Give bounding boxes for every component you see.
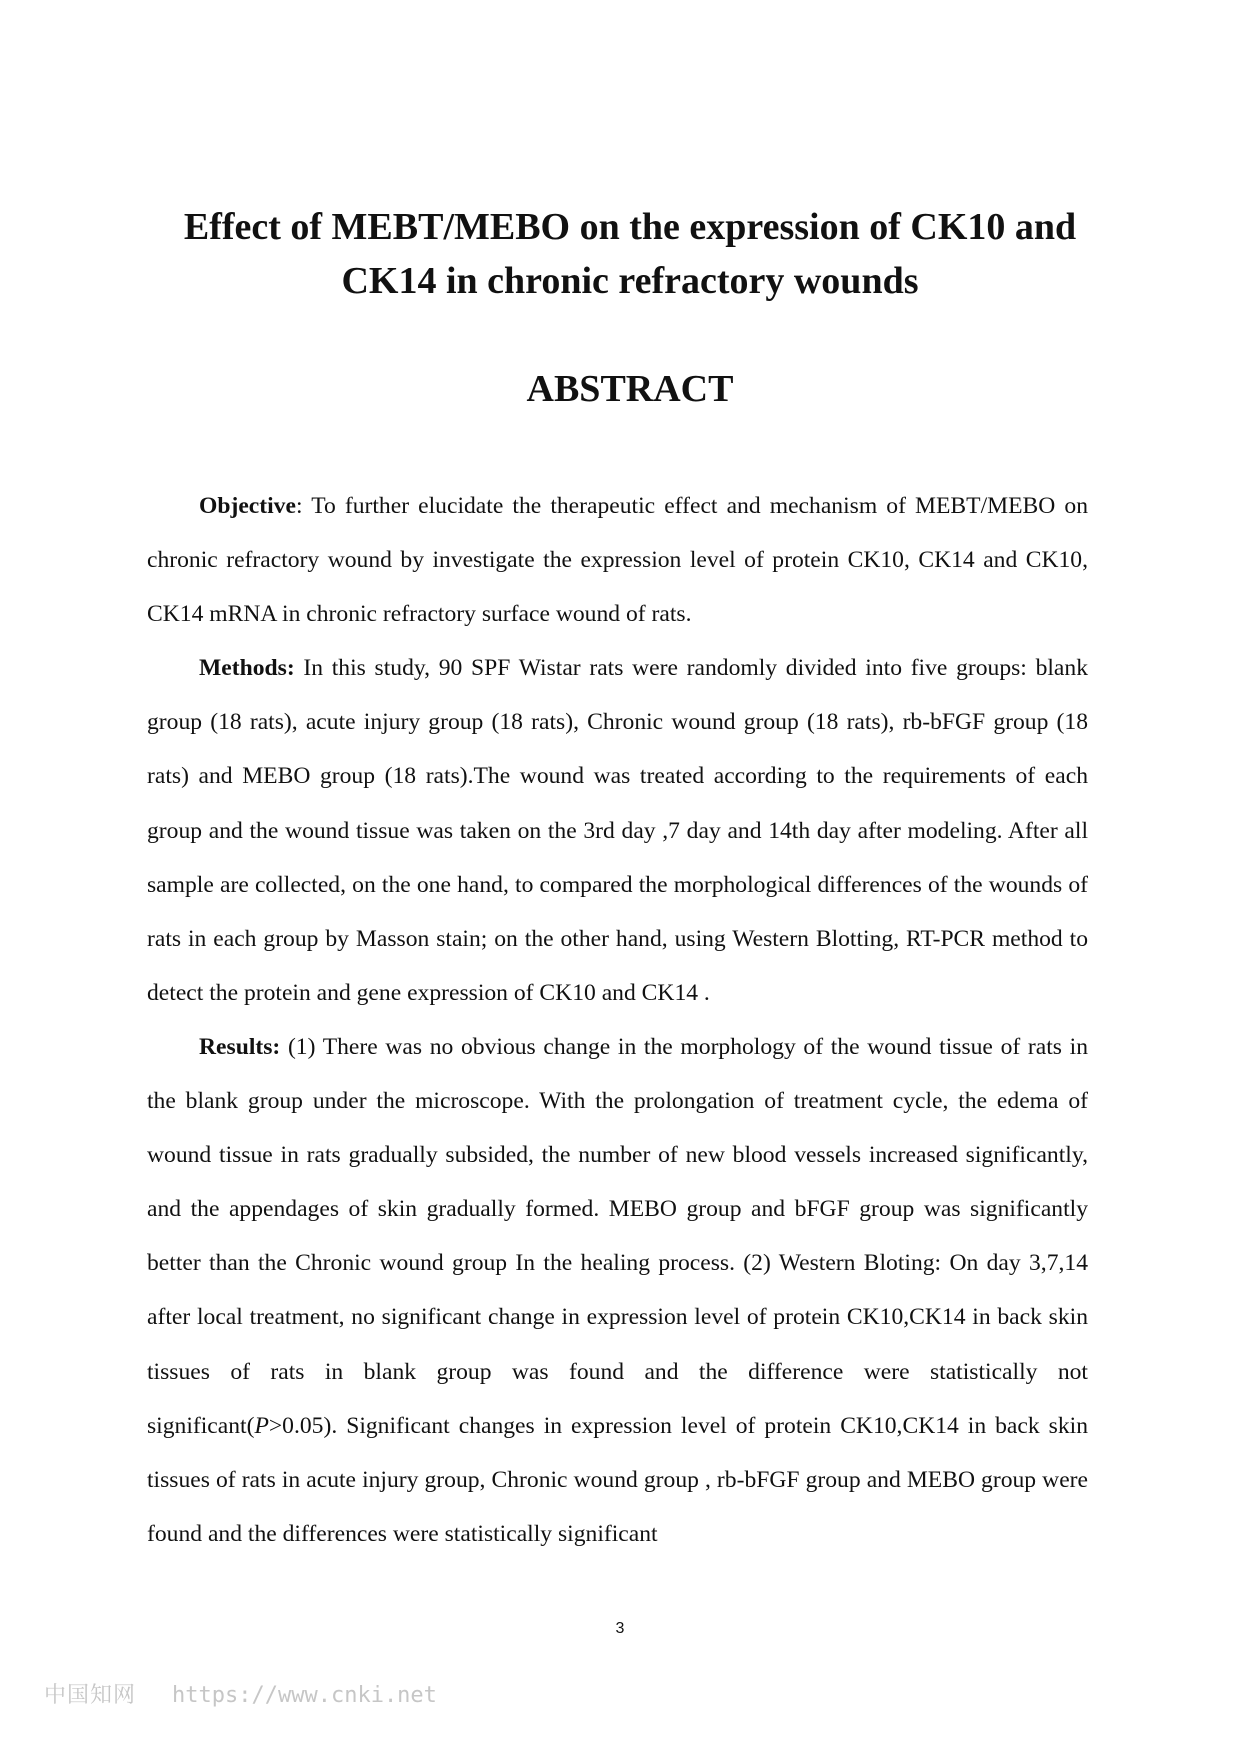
- page-number: 3: [615, 1620, 625, 1637]
- cnki-watermark: [44, 1678, 437, 1709]
- paper-title: [150, 200, 1110, 308]
- p-value-symbol: P: [254, 1412, 269, 1439]
- objective-paragraph: [147, 479, 1088, 641]
- paper-title-line-1: Effect of MEBT/MEBO on the expression of CK10 and: [183, 206, 1077, 248]
- methods-text: In this study, 90 SPF Wistar rats were randomly divided into five groups: blank group (18 rats), acute injury group (18 rats), Chronic wound group (18 rats), rb-bFGF group (18 rats) and MEBO group (18 rats).The wound was treated according to the requirements of each group and the wound tissue was taken on the 3rd day ,7 day and 14th day after modeling. After all sample are collected, on the one hand, to compared the morphological differences of the wounds of rats in each group by Masson stain; on the other hand, using Western Blotting, RT-PCR method to detect the protein and gene expression of CK10 and CK14 .: [147, 655, 1088, 1006]
- objective-text: : To further elucidate the therapeutic effect and mechanism of MEBT/MEBO on chronic refractory wound by investigate the expression level of protein CK10, CK14 and CK10, CK14 mRNA in chronic refractory surface wound of rats.: [147, 493, 1088, 628]
- watermark-cn-text: 中国知网: [44, 1683, 137, 1708]
- results-text-part-1: (1) There was no obvious change in the morphology of the wound tissue of rats in the blank group under the microscope. With the prolongation of treatment cycle, the edema of wound tissue in rats gradually subsided, the number of new blood vessels increased significantly, and the appendages of skin gradually formed. MEBO group and bFGF group was significantly better than the Chronic wound group In the healing process. (2) Western Bloting: On day 3,7,14 after local treatment, no significant change in expression level of protein CK10,CK14 in back skin tissues of rats in blank group was found and the difference were statistically not significant(: [147, 1033, 1088, 1439]
- results-paragraph: [147, 1020, 1088, 1561]
- abstract-heading: ABSTRACT: [526, 368, 734, 410]
- methods-lead: Methods:: [199, 655, 295, 682]
- results-text-part-2: >0.05). Significant changes in expression level of protein CK10,CK14 in back skin tissues of rats in acute injury group, Chronic wound group , rb-bFGF group and MEBO group were found and the differences were statistically significant: [147, 1412, 1088, 1547]
- watermark-url: https://www.cnki.net: [172, 1683, 437, 1708]
- paper-title-line-2: CK14 in chronic refractory wounds: [341, 260, 919, 302]
- results-lead: Results:: [199, 1033, 281, 1060]
- objective-lead: Objective: [199, 493, 296, 519]
- abstract-body: [147, 479, 1088, 1561]
- methods-paragraph: [147, 641, 1088, 1020]
